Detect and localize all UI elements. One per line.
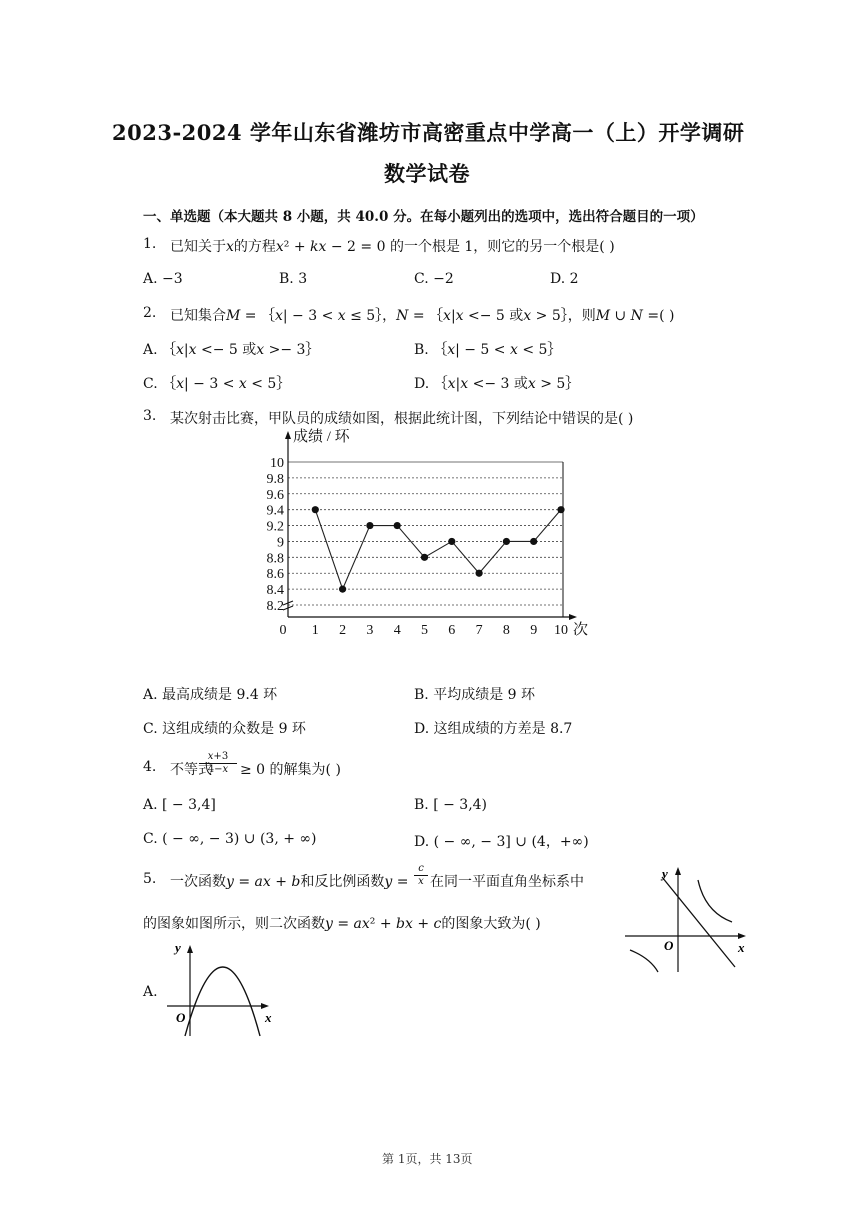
- y-axis-arrow: [675, 867, 681, 875]
- q4-fraction-denominator: 4−𝑥: [207, 764, 229, 775]
- x-axis-label: x: [265, 1010, 272, 1025]
- page-subtitle: 数学试卷: [384, 161, 470, 186]
- question-4-stem-pre: 不等式: [170, 762, 212, 778]
- origin-label: O: [176, 1010, 186, 1025]
- q4-option-a: A. [ − 3,4]: [143, 797, 216, 813]
- parabola-curve: [185, 967, 260, 1036]
- x-tick-label: 4: [393, 623, 401, 638]
- y-tick-label: 9.6: [266, 487, 284, 503]
- x-tick-label: 10: [554, 623, 568, 638]
- data-point: [339, 586, 346, 593]
- question-3-number: 3.: [143, 408, 157, 424]
- section-heading: 一、单选题（本大题共 8 小题，共 40.0 分。在每小题列出的选项中，选出符合题目的一项）: [143, 209, 704, 225]
- q1-option-c: C. −2: [414, 271, 454, 287]
- chart-x-tick-labels: [280, 623, 569, 638]
- q5-fraction-numerator: 𝑐: [414, 863, 428, 876]
- chart-series-line: [315, 510, 561, 589]
- q4-option-d: D. ( − ∞, − 3] ∪ (4，+∞): [414, 834, 589, 850]
- x-tick-label: 1: [311, 623, 319, 638]
- question-1-number: 1.: [143, 236, 157, 252]
- y-axis-label: y: [175, 940, 181, 955]
- q5-fraction: [414, 863, 428, 888]
- q5-reference-graph: [620, 862, 750, 977]
- question-1-stem: 已知关于𝑥的方程𝑥² + 𝑘𝑥 − 2 = 0 的一个根是 1，则它的另一个根是( ): [170, 239, 615, 255]
- chart-y-axis-label: 成绩 / 环: [293, 429, 350, 445]
- x-tick-label: 9: [530, 623, 538, 638]
- x-tick-label: 7: [475, 623, 483, 638]
- q2-option-c: C. ｛𝑥| − 3 < 𝑥 < 5｝: [143, 376, 291, 392]
- q5-fraction-denominator: 𝑥: [418, 876, 424, 887]
- series-line: [315, 510, 561, 589]
- x-tick-label: 8: [502, 623, 510, 638]
- data-point: [476, 570, 483, 577]
- chart-y-tick-labels: [267, 456, 285, 614]
- x-axis-arrow: [569, 614, 577, 620]
- q4-fraction: [199, 751, 237, 776]
- q4-option-b: B. [ − 3,4): [414, 797, 488, 813]
- x-axis-arrow: [261, 1003, 269, 1009]
- y-tick-label: 9.4: [266, 503, 284, 519]
- q2-option-a: A. ｛𝑥|𝑥 <− 5 或𝑥 >− 3｝: [143, 342, 320, 358]
- q1-option-d: D. 2: [550, 271, 579, 287]
- question-5-stem-post: 在同一平面直角坐标系中: [430, 874, 584, 890]
- y-axis-arrow: [285, 431, 291, 439]
- question-4-stem-post: ≥ 0 的解集为( ): [240, 762, 341, 778]
- x-tick-label: 6: [448, 623, 456, 638]
- x-tick-label: 5: [421, 623, 428, 638]
- y-tick-label: 9.8: [266, 471, 284, 487]
- q1-option-a: A. −3: [143, 271, 183, 287]
- question-2-stem: 已知集合𝑀 = ｛𝑥| − 3 < 𝑥 ≤ 5｝，𝑁 = ｛𝑥|𝑥 <− 5 或𝑥 > 5｝，则𝑀 ∪ 𝑁 =( ): [170, 308, 675, 324]
- q4-option-c: C. ( − ∞, − 3) ∪ (3, + ∞): [143, 831, 317, 847]
- q3-option-b: B. 平均成绩是 9 环: [414, 687, 535, 703]
- data-point: [448, 538, 455, 545]
- x-tick-label: 0: [279, 623, 287, 638]
- chart-grid: [288, 462, 563, 605]
- y-tick-label: 9: [277, 535, 284, 551]
- q2-option-d: D. ｛𝑥|𝑥 <− 3 或𝑥 > 5｝: [414, 376, 580, 392]
- hyperbola-branch-1: [698, 880, 732, 922]
- data-point: [312, 506, 319, 513]
- q3-option-d: D. 这组成绩的方差是 8.7: [414, 721, 573, 737]
- hyperbola-branch-2: [630, 950, 658, 972]
- q5-option-a: A.: [143, 984, 158, 1000]
- y-tick-label: 8.4: [266, 583, 284, 599]
- question-5-stem-pre: 一次函数𝑦 = 𝑎𝑥 + 𝑏和反比例函数𝑦 =: [170, 874, 409, 890]
- chart-x-axis-label: 次: [573, 622, 589, 638]
- data-point: [394, 522, 401, 529]
- y-tick-label: 8.6: [266, 567, 284, 583]
- page-footer: 第 1页，共 13页: [382, 1152, 473, 1166]
- data-point: [530, 538, 537, 545]
- linear-function-line: [662, 877, 735, 967]
- y-axis-label: y: [662, 866, 668, 881]
- y-tick-label: 9.2: [266, 519, 284, 535]
- y-tick-label: 8.8: [266, 551, 284, 567]
- data-point: [366, 522, 373, 529]
- q3-option-a: A. 最高成绩是 9.4 环: [143, 687, 278, 703]
- origin-label: O: [664, 938, 674, 953]
- x-tick-label: 2: [339, 623, 347, 638]
- shooting-score-chart: [255, 425, 605, 645]
- data-point: [503, 538, 510, 545]
- q2-option-b: B. ｛𝑥| − 5 < 𝑥 < 5｝: [414, 342, 562, 358]
- question-3-stem: 某次射击比赛，甲队员的成绩如图，根据此统计图，下列结论中错误的是( ): [170, 411, 634, 427]
- data-point: [421, 554, 428, 561]
- q1-option-b: B. 3: [279, 271, 308, 287]
- x-tick-label: 3: [366, 623, 374, 638]
- q5-option-a-graph: [165, 938, 280, 1038]
- q3-option-c: C. 这组成绩的众数是 9 环: [143, 721, 306, 737]
- question-5-stem-line2: 的图象如图所示，则二次函数𝑦 = 𝑎𝑥² + 𝑏𝑥 + 𝑐的图象大致为( ): [143, 916, 541, 932]
- question-2-number: 2.: [143, 305, 157, 321]
- question-4-number: 4.: [143, 759, 157, 775]
- y-tick-label: 10: [270, 456, 284, 471]
- data-point: [557, 506, 564, 513]
- x-axis-label: x: [738, 940, 745, 955]
- question-5-number: 5.: [143, 871, 157, 887]
- y-tick-label: 8.2: [266, 599, 284, 614]
- y-axis-arrow: [187, 945, 193, 953]
- q4-fraction-numerator: 𝑥+3: [199, 751, 237, 764]
- x-axis-arrow: [738, 933, 746, 939]
- page-title: 2023-2024 学年山东省潍坊市高密重点中学高一（上）开学调研: [112, 120, 745, 145]
